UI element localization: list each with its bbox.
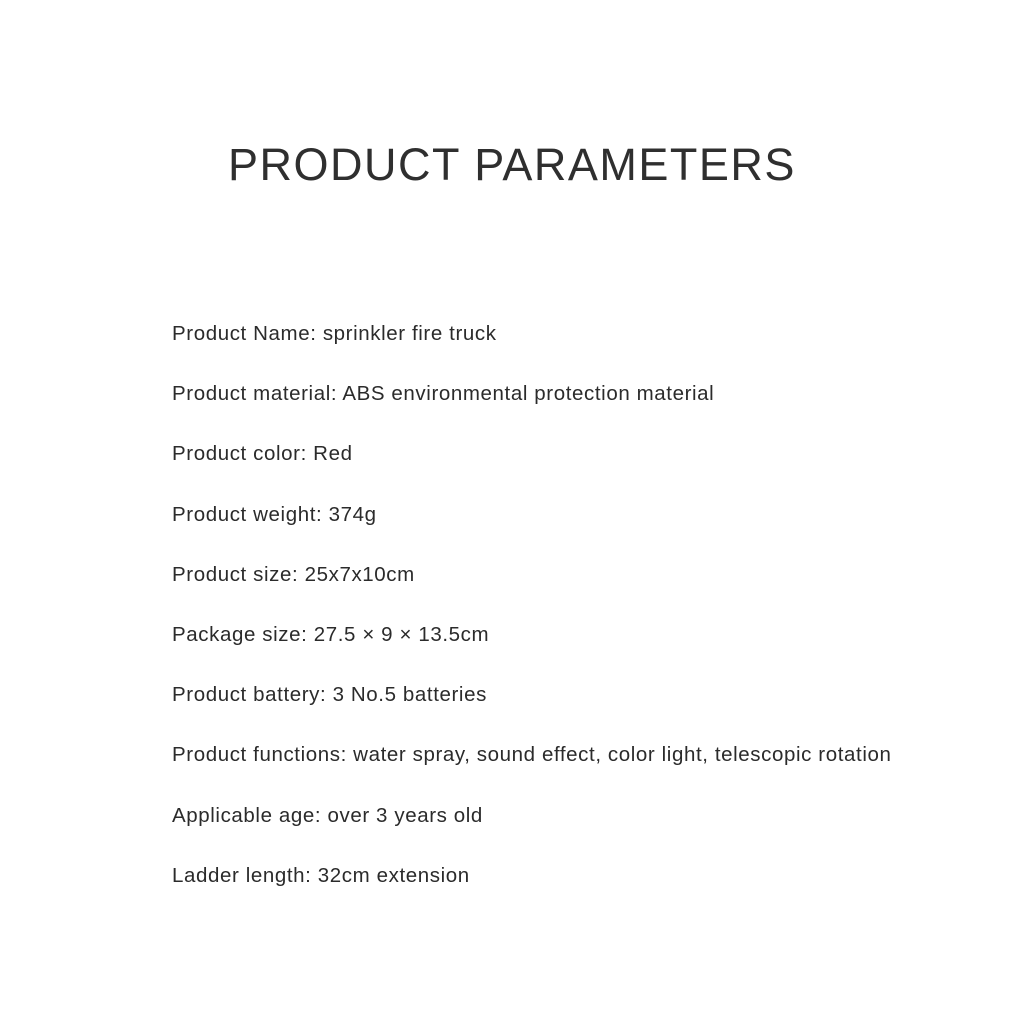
page-title: PRODUCT PARAMETERS [228, 139, 796, 190]
param-product-color: Product color: Red [172, 442, 353, 466]
param-product-name: Product Name: sprinkler fire truck [172, 322, 497, 345]
param-product-functions: Product functions: water spray, sound effect, color light, telescopic rotation [172, 743, 892, 767]
param-product-size: Product size: 25x7x10cm [172, 562, 415, 586]
param-applicable-age: Applicable age: over 3 years old [172, 803, 483, 827]
param-product-weight: Product weight: 374g [172, 502, 377, 526]
parameter-list [172, 318, 1002, 920]
param-package-size: Package size: 27.5 × 9 × 13.5cm [172, 622, 490, 646]
param-product-material: Product material: ABS environmental protection material [172, 382, 715, 406]
param-product-battery: Product battery: 3 No.5 batteries [172, 683, 487, 707]
param-ladder-length: Ladder length: 32cm extension [172, 863, 470, 887]
